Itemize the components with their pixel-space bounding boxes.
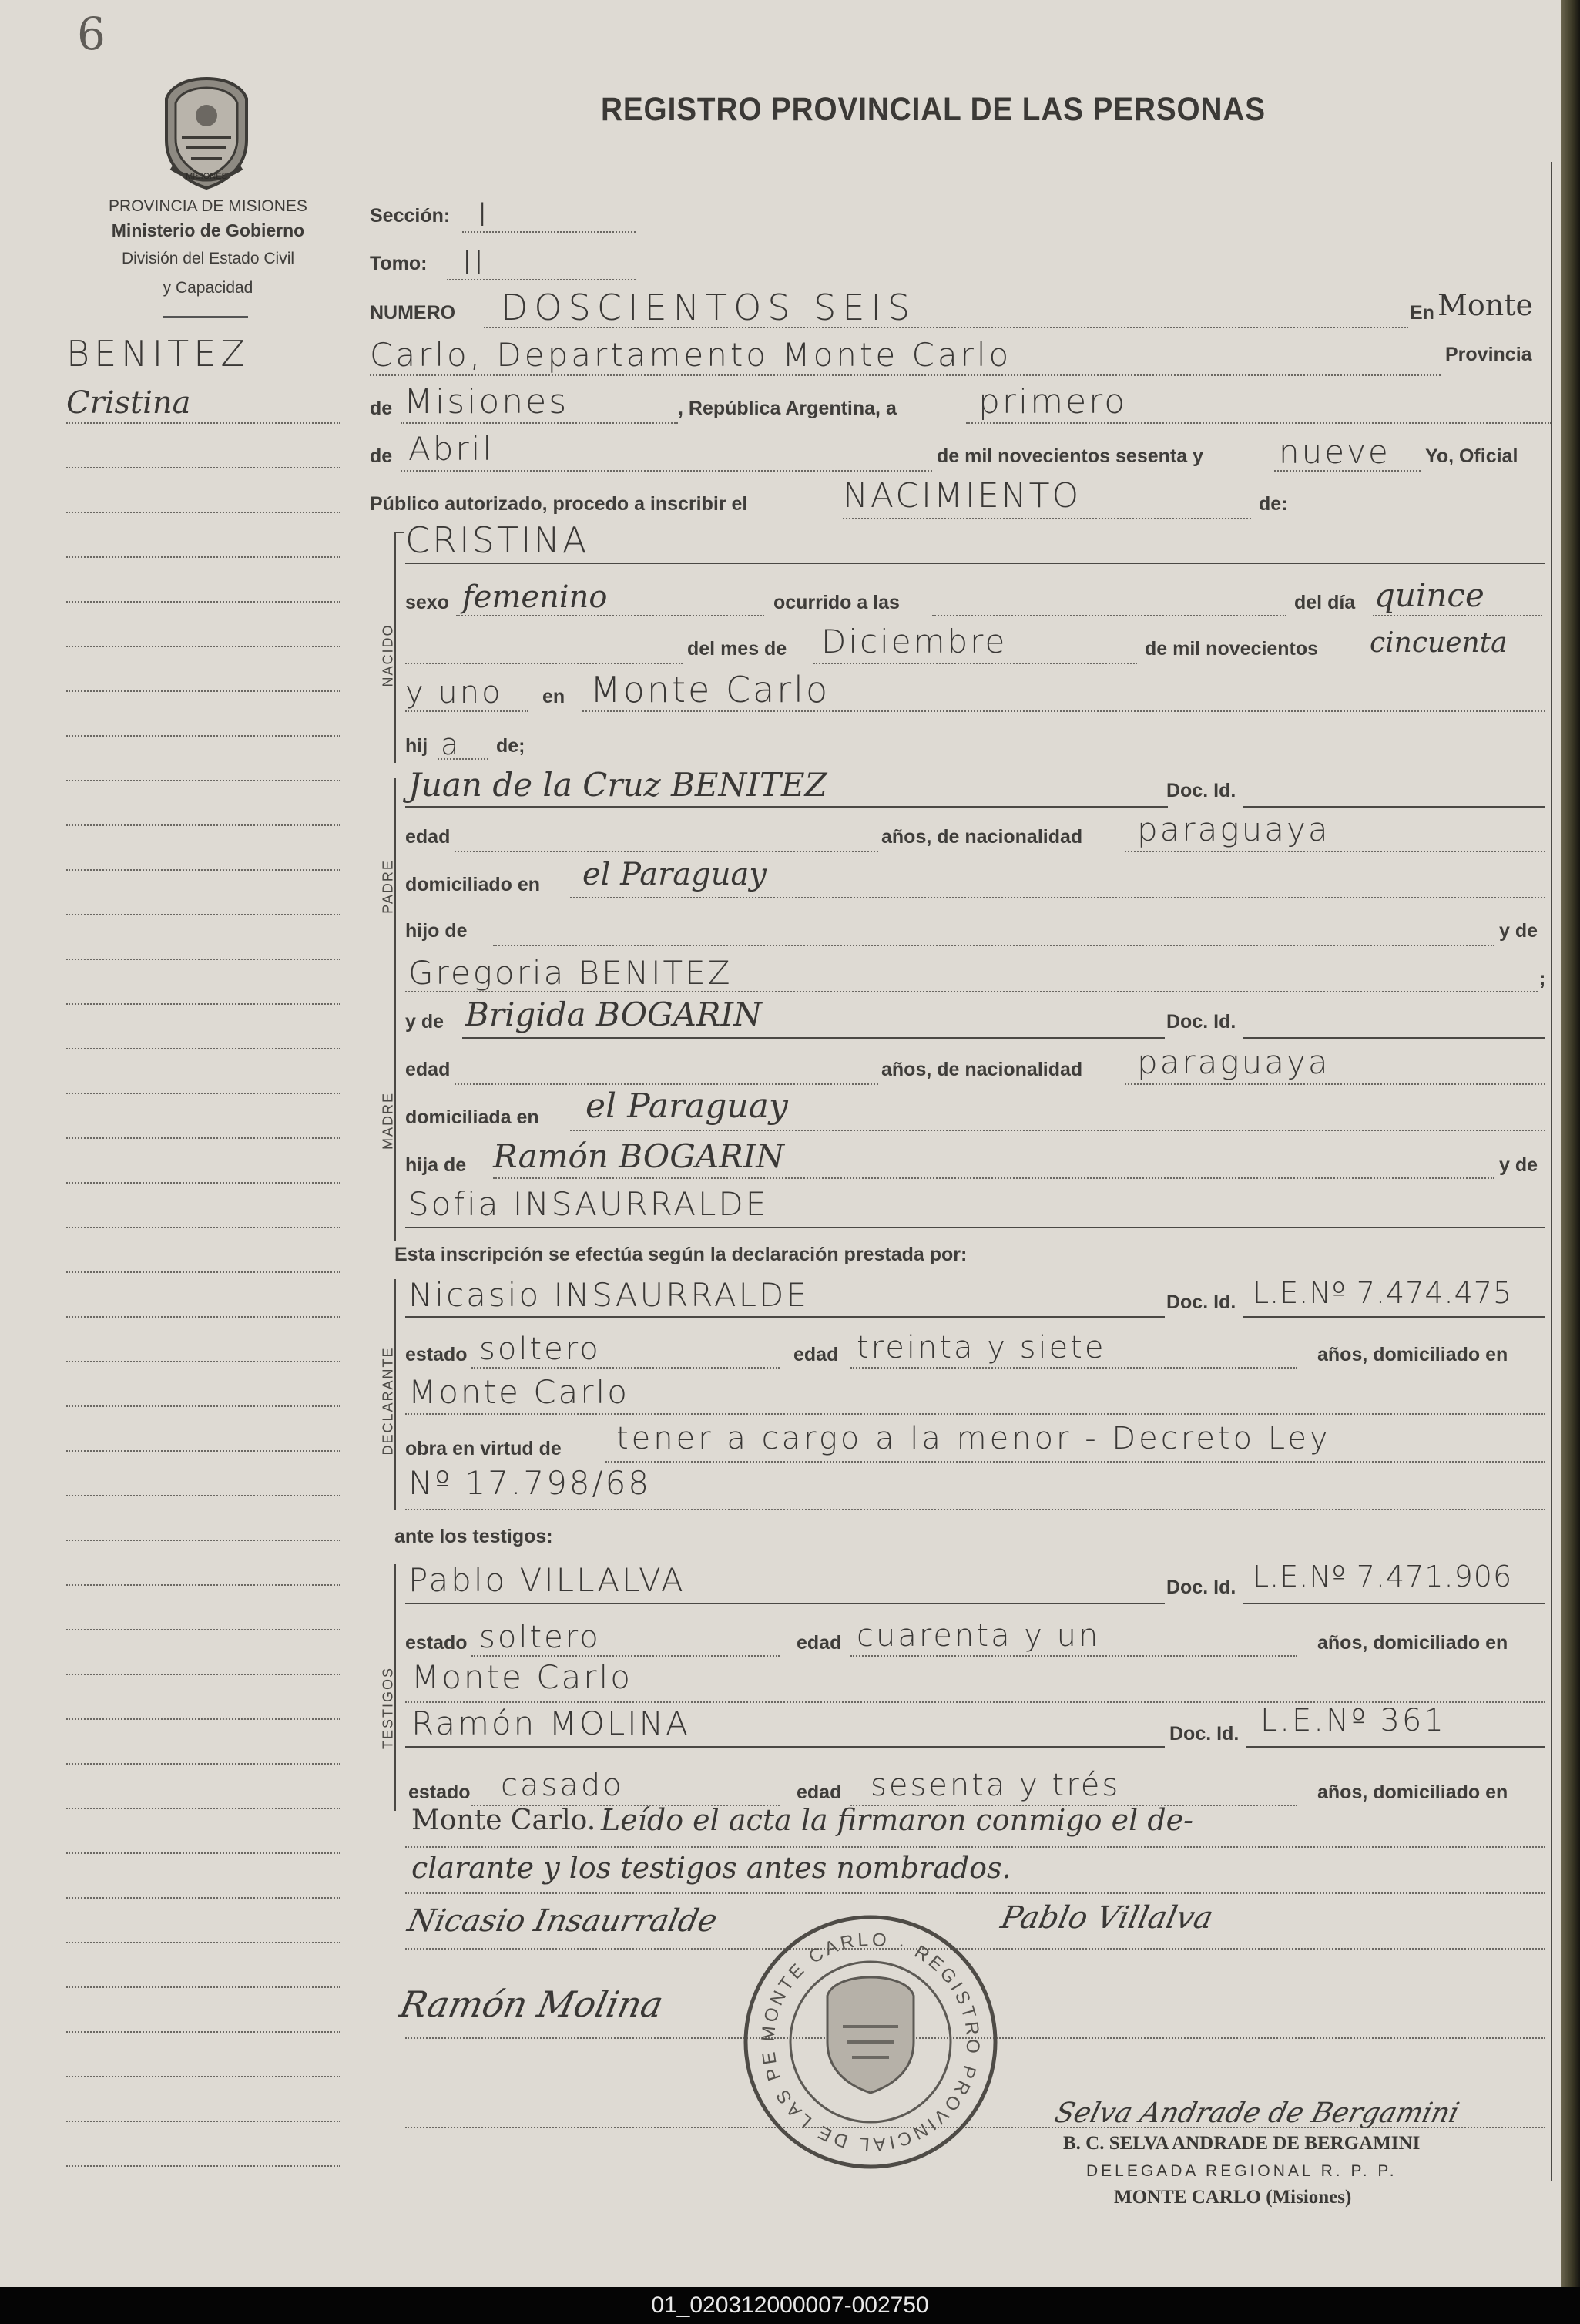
testigo1-domicilio: Monte Carlo	[411, 1658, 632, 1696]
publico-label: Público autorizado, procedo a inscribir el	[370, 493, 748, 515]
margin-ruled-line	[66, 2076, 340, 2077]
margin-ruled-line	[66, 1852, 340, 1854]
padre-domicilio: el Paraguay	[582, 857, 767, 892]
testigo1-edad: cuarenta y un	[857, 1618, 1101, 1654]
form-right-border	[1551, 162, 1552, 2181]
margin-ruled-line	[66, 780, 340, 781]
testigo1-estado-line	[471, 1655, 780, 1657]
margin-note-surname: BENITEZ	[66, 333, 250, 374]
declarante-doc-label: Doc. Id.	[1166, 1291, 1236, 1313]
obra-label: obra en virtud de	[405, 1438, 562, 1459]
declarante-estado: soltero	[479, 1332, 601, 1367]
testigo2-nombre-line	[405, 1746, 1165, 1748]
dia-line	[966, 422, 1551, 424]
hij-label: hij	[405, 735, 428, 757]
margin-ruled-line	[66, 1763, 340, 1765]
book-binding-edge	[1561, 0, 1580, 2287]
anio-value: nueve	[1279, 433, 1390, 471]
page-number: 6	[77, 8, 106, 60]
obra-value: tener a cargo a la menor - Decreto Ley	[616, 1421, 1331, 1456]
svg-text:MONTE CARLO · REGISTRO PROVINC: MONTE CARLO · REGISTRO PROVINCIAL DE LAS PE	[757, 1929, 984, 2155]
mes-nac-line	[813, 663, 1137, 664]
cierre-line-2: clarante y los testigos antes nombrados.	[411, 1851, 1011, 1885]
margin-ruled-line	[66, 2121, 340, 2122]
nacido-nombre-line	[405, 563, 1545, 564]
margin-ruled-line	[66, 2031, 340, 2033]
inscripcion-label: Esta inscripción se efectúa según la declaración prestada por:	[394, 1244, 968, 1265]
sexo-label: sexo	[405, 592, 449, 613]
ante-testigos-label: ante los testigos:	[394, 1526, 553, 1547]
declarante-edad-label: edad	[793, 1344, 839, 1365]
svg-text:MISIONES: MISIONES	[186, 172, 227, 181]
abuela-paterna-line	[405, 991, 1538, 992]
mes-value: Abril	[408, 430, 494, 468]
provincia-label: Provincia	[1445, 344, 1532, 365]
anio-label: de mil novecientos sesenta y	[937, 445, 1203, 467]
madre-doc-label: Doc. Id.	[1166, 1011, 1236, 1033]
page-title: REGISTRO PROVINCIAL DE LAS PERSONAS	[601, 91, 1266, 128]
tomo-value: II	[462, 243, 486, 281]
margin-ruled-line	[66, 1227, 340, 1228]
en-value: Monte	[1437, 288, 1534, 322]
testigo2-edad: sesenta y trés	[871, 1768, 1121, 1803]
signature-testigo1: Pablo Villalva	[998, 1900, 1216, 1936]
nacido-section-label: NACIDO	[380, 623, 396, 687]
madre-domicilio: el Paraguay	[585, 1086, 788, 1126]
signature-testigo2: Ramón Molina	[396, 1983, 667, 2025]
padre-doc-line	[1243, 806, 1545, 808]
mes-line	[401, 470, 932, 472]
madre-domicilio-line	[570, 1130, 1545, 1131]
margin-ruled-line	[66, 1674, 340, 1675]
madre-edad-label: edad	[405, 1059, 451, 1080]
margin-ruled-line	[66, 1808, 340, 1809]
margin-ruled-line	[66, 1137, 340, 1139]
margin-ruled-line	[66, 1405, 340, 1407]
acto-line	[843, 518, 1251, 519]
margin-ruled-line	[66, 1093, 340, 1094]
testigo2-edad-label: edad	[797, 1782, 842, 1803]
signature-declarante: Nicasio Insaurralde	[404, 1903, 720, 1939]
acto-value: NACIMIENTO	[843, 476, 1082, 516]
padre-semicolon: ;	[1539, 968, 1546, 989]
declarante-edad-line	[850, 1367, 1297, 1369]
margin-ruled-line	[66, 1316, 340, 1318]
official-place: MONTE CARLO (Misiones)	[1114, 2187, 1352, 2208]
testigo2-anios-dom-label: años, domiciliado en	[1317, 1782, 1508, 1803]
margin-ruled-line	[66, 1495, 340, 1496]
margin-ruled-line	[66, 2165, 340, 2167]
authority-line-2: Ministerio de Gobierno	[111, 220, 305, 240]
sexo-line	[456, 615, 764, 616]
declarante-estado-line	[471, 1367, 780, 1369]
margin-note-name: Cristina	[66, 385, 191, 421]
lugar-nac-line	[582, 710, 1545, 712]
testigo2-nombre: Ramón MOLINA	[411, 1704, 690, 1742]
margin-ruled-line	[66, 512, 340, 513]
de-label-2: de	[370, 445, 393, 467]
margin-ruled-line	[66, 1003, 340, 1005]
dia-nac-value: quince	[1374, 576, 1484, 614]
numero-label: NUMERO	[370, 302, 456, 324]
madre-doc-line	[1243, 1037, 1545, 1039]
ocurrido-label: ocurrido a las	[773, 592, 900, 613]
testigo1-doc-label: Doc. Id.	[1166, 1577, 1236, 1598]
abuela-materna: Sofia INSAURRALDE	[408, 1185, 769, 1223]
madre-y-de-label-2: y de	[1499, 1154, 1538, 1176]
padre-nombre-line	[405, 806, 1168, 808]
official-name: B. C. SELVA ANDRADE DE BERGAMINI	[1063, 2133, 1421, 2154]
lugar-nac-value: Monte Carlo	[590, 669, 830, 710]
provincia-value: Misiones	[404, 382, 569, 421]
margin-ruled-line	[66, 959, 340, 960]
obra-value-2: Nº 17.798/68	[408, 1464, 652, 1502]
madre-nombre-line	[462, 1037, 1165, 1039]
authority-line-4: y Capacidad	[163, 279, 253, 297]
testigo2-doc-label: Doc. Id.	[1169, 1723, 1240, 1745]
official-title: DELEGADA REGIONAL R. P. P.	[1086, 2162, 1397, 2180]
de-label-1: de	[370, 398, 393, 419]
padre-nac-line	[1125, 851, 1545, 852]
sexo-value: femenino	[462, 579, 608, 615]
en-label: En	[1410, 302, 1434, 324]
declarante-anios-dom-label: años, domiciliado en	[1317, 1344, 1508, 1365]
margin-ruled-line	[66, 1584, 340, 1586]
hora-line	[932, 615, 1286, 616]
testigo1-estado: soltero	[479, 1620, 601, 1655]
testigo2-domicilio: Monte Carlo.	[411, 1805, 596, 1836]
padre-domicilio-label: domiciliado en	[405, 874, 541, 895]
padre-hijo-line	[493, 945, 1494, 946]
testigo1-edad-line	[850, 1655, 1297, 1657]
margin-ruled-line	[66, 601, 340, 603]
place-line	[370, 374, 1441, 376]
declarante-edad: treinta y siete	[857, 1330, 1106, 1365]
margin-ruled-line	[66, 1450, 340, 1452]
provincia-line	[401, 422, 678, 424]
padre-anios-label: años, de nacionalidad	[881, 826, 1083, 848]
margin-ruled-line	[66, 646, 340, 647]
de-semicolon-label: de;	[496, 735, 525, 757]
nacido-top-rule	[394, 532, 404, 533]
obra-line	[605, 1461, 1545, 1463]
declarante-nombre: Nicasio INSAURRALDE	[408, 1276, 809, 1314]
abuelo-materno: Ramón BOGARIN	[493, 1137, 785, 1175]
anio-nac-value: cincuenta	[1370, 627, 1508, 659]
mil-label: de mil novecientos	[1145, 638, 1319, 660]
seccion-value: I	[478, 196, 490, 233]
testigo1-estado-label: estado	[405, 1632, 468, 1654]
anio-nac-line-2	[405, 710, 528, 712]
testigo1-anios-dom-label: años, domiciliado en	[1317, 1632, 1508, 1654]
margin-ruled-line	[66, 735, 340, 737]
declarante-doc-line	[1243, 1316, 1545, 1318]
margin-ruled-line	[66, 467, 340, 468]
padre-doc-label: Doc. Id.	[1166, 780, 1236, 801]
margin-ruled-line	[66, 1718, 340, 1720]
margin-ruled-line	[66, 556, 340, 558]
madre-y-de-label: y de	[405, 1011, 444, 1033]
numero-value: DOSCIENTOS SEIS	[501, 287, 917, 328]
margin-ruled-line	[66, 1897, 340, 1899]
madre-nac-line	[1125, 1083, 1545, 1085]
testigo1-doc-value: L.E.Nº 7.471.906	[1253, 1560, 1513, 1594]
padre-domicilio-line	[570, 897, 1545, 898]
padre-nacionalidad: paraguaya	[1137, 811, 1330, 848]
cierre-line-rule-2	[405, 1892, 1545, 1894]
declarante-domicilio-line	[405, 1413, 1545, 1415]
mes-nac-value: Diciembre	[821, 623, 1008, 660]
margin-ruled-line	[66, 1942, 340, 1943]
testigo2-doc-line	[1246, 1746, 1545, 1748]
testigo1-nombre-line	[405, 1603, 1165, 1604]
madre-hija-line	[493, 1177, 1494, 1179]
margin-ruled-line	[66, 914, 340, 915]
margin-ruled-line	[66, 1271, 340, 1273]
margin-ruled-line	[66, 1361, 340, 1362]
cierre-line-1: Leído el acta la firmaron conmigo el de-	[601, 1803, 1193, 1837]
margin-ruled-line	[66, 869, 340, 871]
margin-ruled-line	[66, 1986, 340, 1988]
testigo1-nombre: Pablo VILLALVA	[408, 1561, 686, 1599]
hij-value: a	[441, 727, 461, 761]
margin-ruled-line	[66, 690, 340, 692]
dia-nac-line	[1373, 615, 1542, 616]
padre-edad-line	[455, 851, 878, 852]
margin-ruled-line	[66, 422, 340, 424]
declarante-domicilio: Monte Carlo	[408, 1373, 629, 1411]
declarante-nombre-line	[405, 1316, 1165, 1318]
provincial-emblem-icon	[156, 76, 257, 191]
margin-ruled-line	[66, 824, 340, 826]
obra-line-2	[405, 1509, 1545, 1510]
place-value: Carlo, Departamento Monte Carlo	[370, 336, 1012, 374]
seccion-label: Sección:	[370, 205, 451, 227]
cierre-line-rule-1	[405, 1846, 1545, 1848]
testigo2-estado: casado	[501, 1768, 624, 1803]
madre-edad-line	[455, 1083, 878, 1085]
declarante-doc-value: L.E.Nº 7.474.475	[1253, 1276, 1513, 1310]
madre-hija-label: hija de	[405, 1154, 467, 1176]
madre-section-label: MADRE	[380, 1092, 396, 1150]
madre-anios-label: años, de nacionalidad	[881, 1059, 1083, 1080]
authority-line-3: División del Estado Civil	[121, 250, 295, 267]
image-id-caption: 01_020312000007-002750	[0, 2287, 1580, 2324]
nacido-nombre: CRISTINA	[405, 519, 589, 561]
padre-nombre: Juan de la Cruz BENITEZ	[408, 766, 827, 804]
padre-hijo-label: hijo de	[405, 920, 468, 942]
madre-domicilio-label: domiciliada en	[405, 1107, 539, 1128]
de-colon-label: de:	[1259, 493, 1288, 515]
mes-nac-prefix-line	[405, 663, 683, 664]
margin-ruled-line	[66, 1048, 340, 1049]
margin-ruled-line	[66, 1629, 340, 1630]
anio-nac-value-2: y uno	[405, 675, 503, 710]
padre-y-de-label: y de	[1499, 920, 1538, 942]
del-mes-label: del mes de	[687, 638, 787, 660]
signature-official: Selva Andrade de Bergamini	[1051, 2097, 1463, 2129]
testigo2-estado-label: estado	[408, 1782, 471, 1803]
margin-ruled-line	[66, 1182, 340, 1184]
official-seal-icon	[740, 1911, 1001, 2173]
oficial-label: Yo, Oficial	[1425, 445, 1518, 467]
dia-value: primero	[978, 382, 1128, 421]
abuela-paterna: Gregoria BENITEZ	[408, 954, 733, 992]
declarante-estado-label: estado	[405, 1344, 468, 1365]
testigo1-edad-label: edad	[797, 1632, 842, 1654]
del-dia-label: del día	[1294, 592, 1356, 613]
testigo1-doc-line	[1243, 1603, 1545, 1604]
abuela-materna-line	[405, 1227, 1545, 1228]
authority-divider	[163, 316, 248, 318]
padre-edad-label: edad	[405, 826, 451, 848]
madre-nombre: Brigida BOGARIN	[465, 996, 762, 1033]
tomo-label: Tomo:	[370, 253, 428, 274]
testigo2-doc-value: L.E.Nº 361	[1260, 1703, 1446, 1738]
madre-nacionalidad: paraguaya	[1137, 1043, 1330, 1081]
nac-en-label: en	[542, 686, 565, 707]
republica-label: , República Argentina, a	[678, 398, 897, 419]
padre-section-label: PADRE	[380, 859, 396, 914]
margin-ruled-line	[66, 1540, 340, 1541]
declarante-section-label: DECLARANTE	[380, 1346, 396, 1456]
authority-line-1: PROVINCIA DE MISIONES	[109, 197, 307, 215]
testigos-section-label: TESTIGOS	[380, 1667, 396, 1750]
